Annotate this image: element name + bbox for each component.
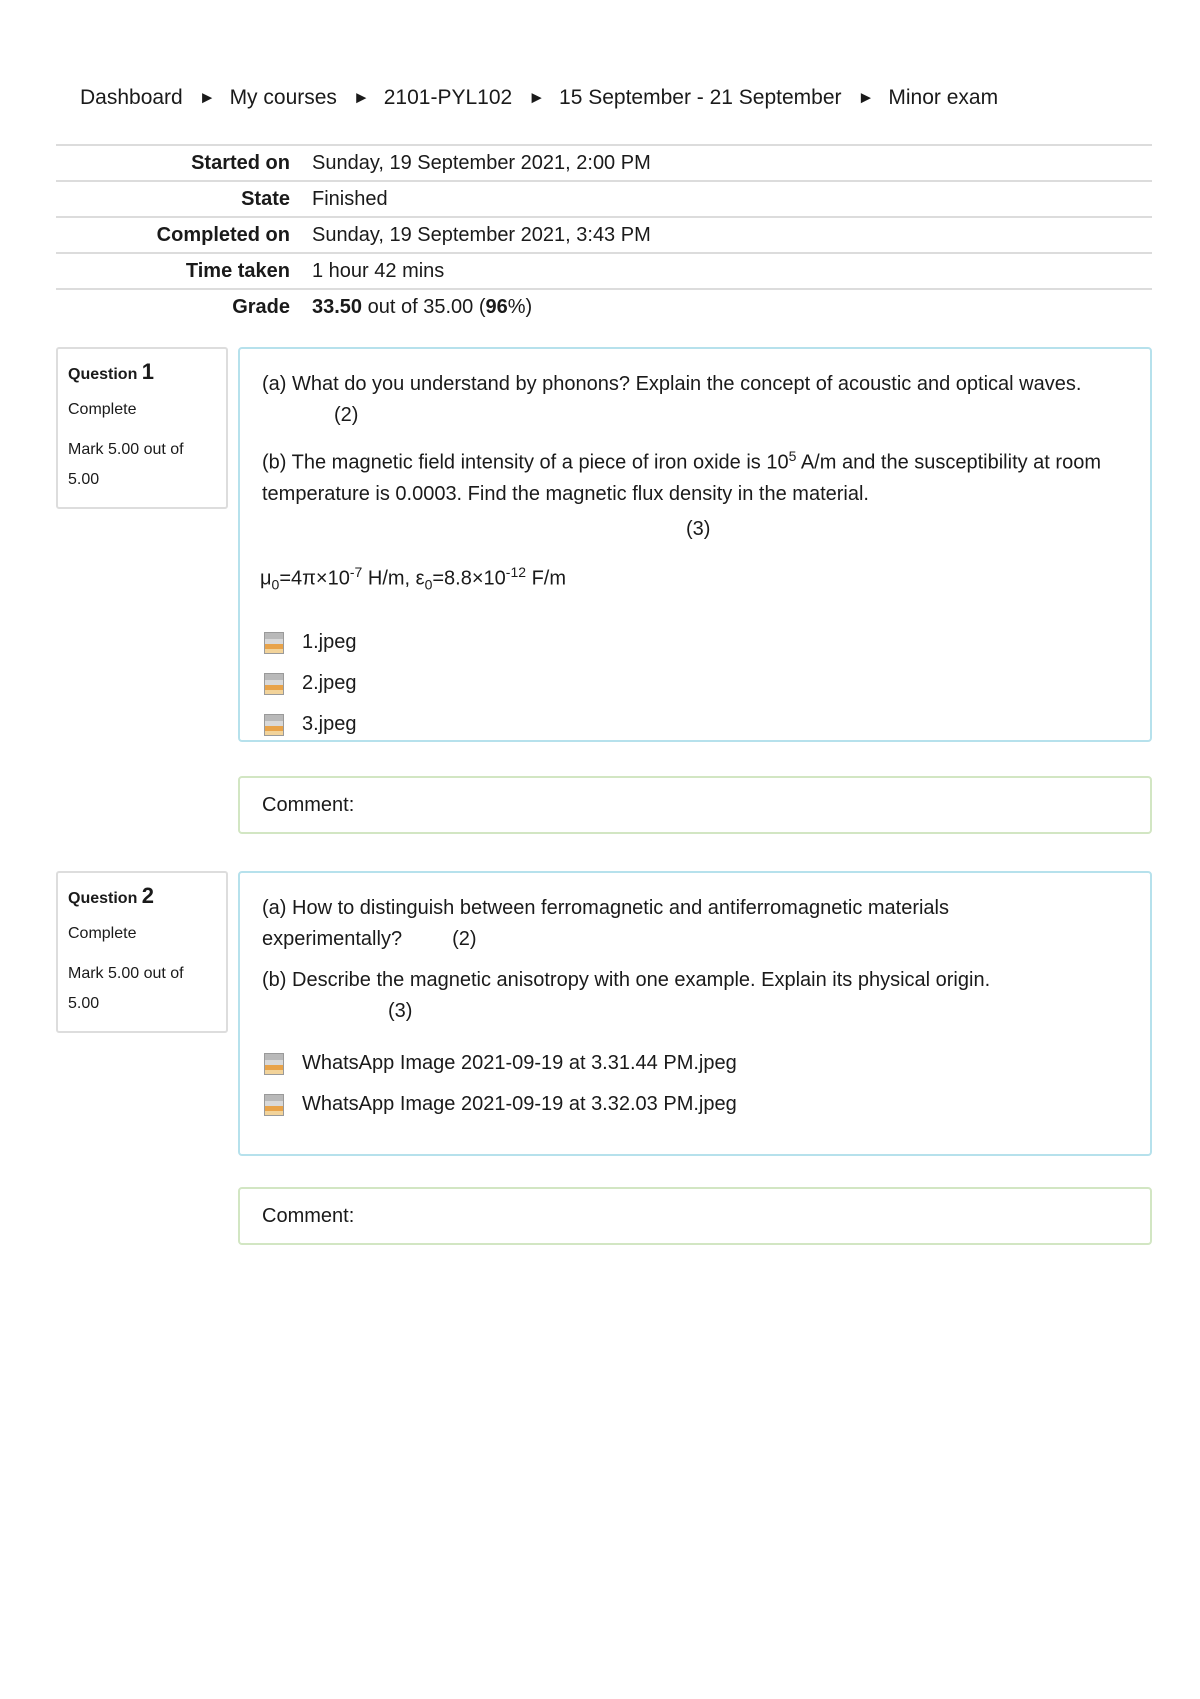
attachment-link[interactable]: 1.jpeg — [302, 631, 357, 654]
breadcrumb-dashboard[interactable]: Dashboard — [80, 86, 183, 109]
question-part-b — [262, 965, 1128, 1027]
eps-exponent: -12 — [505, 563, 527, 580]
summary-row-completed — [56, 217, 1152, 253]
breadcrumb-course[interactable]: 2101-PYL102 — [383, 86, 513, 109]
attachment-item[interactable] — [262, 1084, 1128, 1125]
comment-label: Comment: — [262, 793, 355, 816]
question-2-content — [238, 871, 1152, 1156]
breadcrumb-separator: ► — [857, 88, 875, 107]
started-on-value: Sunday, 19 September 2021, 2:00 PM — [312, 145, 1152, 181]
question-mark: Mark 5.00 out of 5.00 — [68, 441, 184, 488]
grade-score: 33.50 — [312, 295, 363, 318]
attachment-item[interactable] — [262, 1043, 1128, 1084]
question-label: Question — [68, 890, 138, 907]
question-number-value: 1 — [141, 359, 155, 384]
summary-row-time — [56, 253, 1152, 289]
image-file-icon — [264, 673, 284, 695]
state-value: Finished — [312, 181, 1152, 217]
question-mark: Mark 5.00 out of 5.00 — [68, 965, 184, 1012]
breadcrumb-separator: ► — [352, 88, 370, 107]
grade-label: Grade — [56, 289, 312, 324]
question-number — [68, 883, 216, 909]
image-file-icon — [264, 714, 284, 736]
breadcrumb-week[interactable]: 15 September - 21 September — [559, 86, 842, 109]
part-b-marks: (3) — [388, 1000, 413, 1022]
part-a-text: (a) What do you understand by phonons? Explain the concept of acoustic and optical waves. — [262, 373, 1082, 395]
mu-subscript: 0 — [271, 576, 280, 593]
part-a-marks: (2) — [334, 404, 359, 426]
grade-percent: 96 — [485, 295, 508, 318]
part-b-marks: (3) — [686, 517, 711, 540]
attachment-item[interactable] — [262, 704, 1128, 745]
question-1-comment — [238, 776, 1152, 834]
part-b-text-2: A/m and the susceptibility at room temperature is 0.0003. Find the magnetic flux density in the material. — [262, 451, 1101, 505]
eps-subscript: 0 — [424, 576, 433, 593]
attachment-link[interactable]: 2.jpeg — [302, 672, 357, 695]
question-part-a — [262, 893, 1128, 955]
mu-unit: H/m, ε — [362, 567, 425, 590]
summary-row-state — [56, 181, 1152, 217]
grade-value — [312, 289, 1152, 324]
attachment-link[interactable]: 3.jpeg — [302, 713, 357, 736]
state-label: State — [56, 181, 312, 217]
part-b-exponent: 5 — [788, 448, 797, 464]
attachment-item[interactable] — [262, 663, 1128, 704]
breadcrumb-quiz[interactable]: Minor exam — [888, 86, 999, 109]
question-part-b — [262, 441, 1128, 510]
breadcrumb — [80, 86, 998, 110]
attachment-list — [262, 622, 1128, 745]
started-on-label: Started on — [56, 145, 312, 181]
attempt-summary-table — [56, 144, 1152, 324]
mu-value: =4π×10 — [279, 567, 350, 590]
comment-label: Comment: — [262, 1204, 355, 1227]
breadcrumb-my-courses[interactable]: My courses — [229, 86, 337, 109]
question-state: Complete — [68, 925, 137, 942]
eps-value: =8.8×10 — [432, 567, 506, 590]
question-text — [262, 369, 1128, 600]
attachment-link[interactable]: WhatsApp Image 2021-09-19 at 3.32.03 PM.jpeg — [302, 1093, 737, 1115]
part-b-text-1: (b) The magnetic field intensity of a piece of iron oxide is 10 — [262, 451, 789, 474]
completed-on-label: Completed on — [56, 217, 312, 253]
part-b-text: (b) Describe the magnetic anisotropy with one example. Explain its physical origin. — [262, 969, 991, 991]
question-1-content — [238, 347, 1152, 742]
question-part-a — [262, 369, 1128, 431]
image-file-icon — [264, 632, 284, 654]
question-state: Complete — [68, 401, 137, 418]
question-number — [68, 359, 216, 385]
time-taken-label: Time taken — [56, 253, 312, 289]
breadcrumb-separator: ► — [198, 88, 216, 107]
attachment-link[interactable]: WhatsApp Image 2021-09-19 at 3.31.44 PM.jpeg — [302, 1052, 737, 1074]
question-label: Question — [68, 366, 138, 383]
summary-row-started — [56, 145, 1152, 181]
breadcrumb-separator: ► — [528, 88, 546, 107]
image-file-icon — [264, 1094, 284, 1116]
grade-percent-sign: %) — [507, 295, 533, 318]
question-2-info — [56, 871, 228, 1033]
eps-unit: F/m — [526, 567, 567, 590]
attachment-list — [262, 1043, 1128, 1125]
attachment-item[interactable] — [262, 622, 1128, 663]
question-1-info — [56, 347, 228, 509]
image-file-icon — [264, 1053, 284, 1075]
question-number-value: 2 — [141, 883, 155, 908]
mu-exponent: -7 — [349, 563, 363, 580]
grade-out-of: out of 35.00 ( — [367, 295, 486, 318]
mu-symbol: μ — [260, 567, 272, 590]
part-a-text: (a) How to distinguish between ferromagnetic and antiferromagnetic materials experimentally? — [262, 897, 950, 950]
time-taken-value: 1 hour 42 mins — [312, 253, 1152, 289]
question-2-comment — [238, 1187, 1152, 1245]
completed-on-value: Sunday, 19 September 2021, 3:43 PM — [312, 217, 1152, 253]
summary-row-grade — [56, 289, 1152, 324]
part-a-marks: (2) — [452, 928, 477, 950]
part-b-marks-row — [262, 514, 1128, 545]
physical-constants — [260, 557, 1128, 601]
question-text — [262, 893, 1128, 1027]
